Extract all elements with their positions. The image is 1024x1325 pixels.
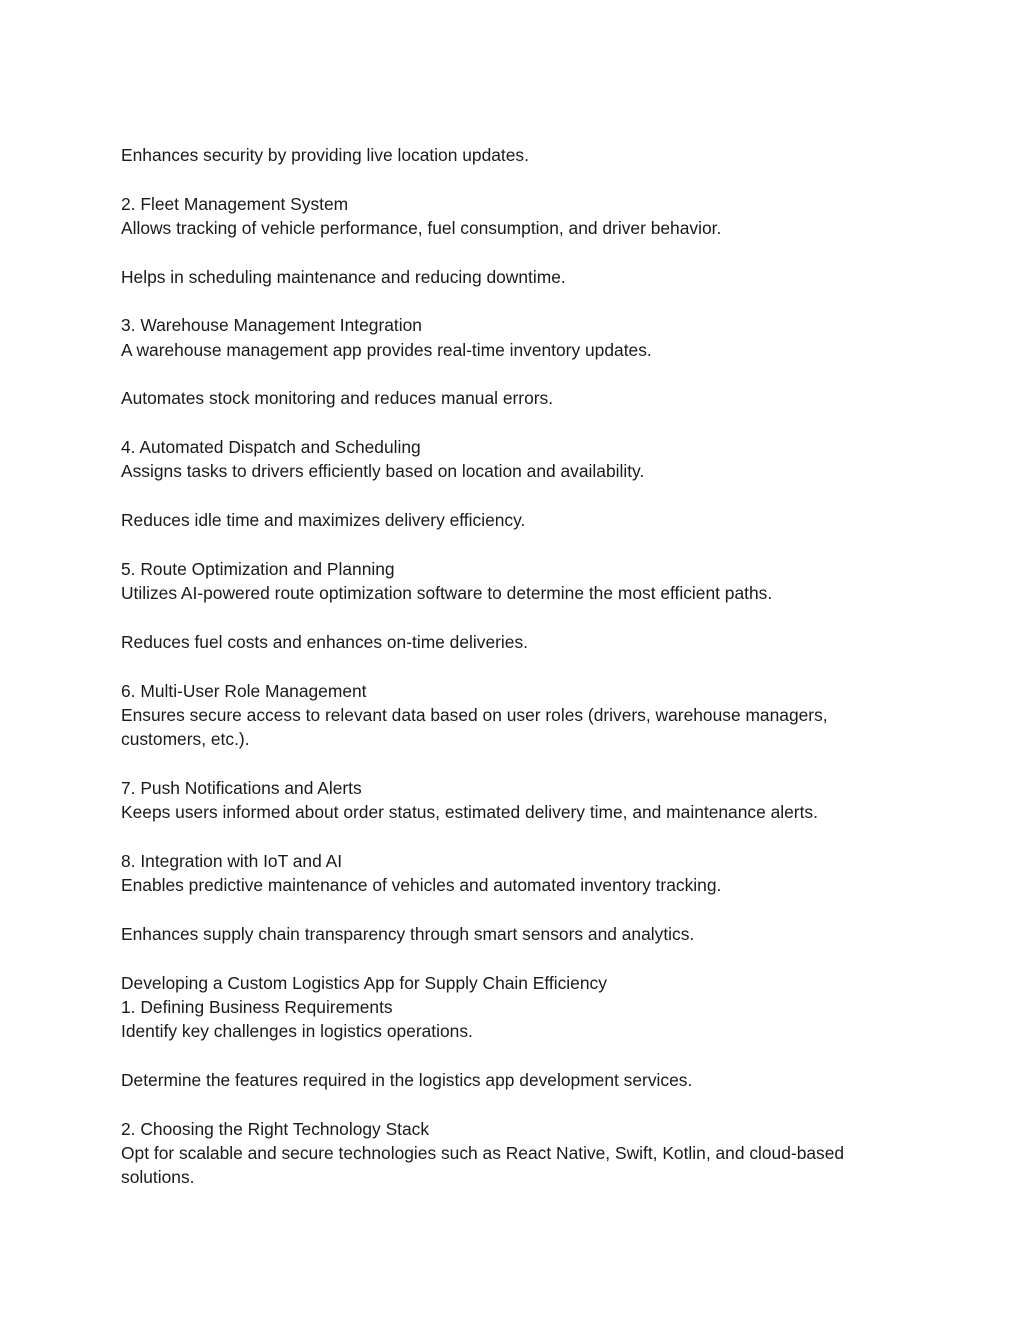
paragraph-gap bbox=[121, 533, 911, 557]
section-text: Reduces fuel costs and enhances on-time deliveries. bbox=[121, 631, 528, 652]
section-text: Keeps users informed about order status, estimated delivery time, and maintenance alerts. bbox=[121, 802, 818, 823]
section-text: Allows tracking of vehicle performance, fuel consumption, and driver behavior. bbox=[121, 218, 722, 239]
paragraph-gap bbox=[121, 946, 911, 970]
section-heading-warehouse-management: 3. Warehouse Management Integration bbox=[121, 315, 422, 336]
paragraph-gap bbox=[121, 411, 911, 435]
document-body bbox=[121, 143, 911, 1190]
developing-title: Developing a Custom Logistics App for Supply Chain Efficiency bbox=[121, 972, 607, 993]
section-text: Enables predictive maintenance of vehicles and automated inventory tracking. bbox=[121, 875, 722, 896]
paragraph-gap bbox=[121, 1092, 911, 1116]
section-heading-multi-user-roles: 6. Multi-User Role Management bbox=[121, 680, 367, 701]
section-heading-route-optimization: 5. Route Optimization and Planning bbox=[121, 558, 395, 579]
paragraph-gap bbox=[121, 289, 911, 313]
paragraph-gap bbox=[121, 752, 911, 776]
paragraph-gap bbox=[121, 654, 911, 678]
section-text: Reduces idle time and maximizes delivery efficiency. bbox=[121, 510, 526, 531]
section-text: Opt for scalable and secure technologies such as React Native, Swift, Kotlin, and cloud-based solutions. bbox=[121, 1143, 845, 1188]
intro-line: Enhances security by providing live location updates. bbox=[121, 145, 529, 165]
section-heading-iot-ai: 8. Integration with IoT and AI bbox=[121, 850, 343, 871]
section-text: Identify key challenges in logistics operations. bbox=[121, 1021, 473, 1042]
section-heading-fleet-management: 2. Fleet Management System bbox=[121, 193, 349, 214]
section-heading-business-requirements: 1. Defining Business Requirements bbox=[121, 997, 393, 1018]
section-text: Utilizes AI-powered route optimization software to determine the most efficient paths. bbox=[121, 583, 773, 604]
section-text: Ensures secure access to relevant data based on user roles (drivers, warehouse managers, customers, etc.). bbox=[121, 704, 828, 750]
paragraph-gap bbox=[121, 825, 911, 849]
section-text: Enhances supply chain transparency through smart sensors and analytics. bbox=[121, 924, 695, 944]
paragraph-gap bbox=[121, 606, 911, 630]
paragraph-gap bbox=[121, 167, 911, 191]
section-text: Determine the features required in the logistics app development services. bbox=[121, 1070, 693, 1091]
section-text: A warehouse management app provides real-time inventory updates. bbox=[121, 339, 652, 360]
paragraph-gap bbox=[121, 898, 911, 922]
section-heading-push-notifications: 7. Push Notifications and Alerts bbox=[121, 777, 362, 798]
paragraph-gap bbox=[121, 484, 911, 508]
section-text: Helps in scheduling maintenance and reducing downtime. bbox=[121, 266, 566, 287]
section-text: Automates stock monitoring and reduces manual errors. bbox=[121, 388, 554, 409]
paragraph-gap bbox=[121, 1044, 911, 1068]
section-heading-technology-stack: 2. Choosing the Right Technology Stack bbox=[121, 1118, 430, 1139]
section-heading-automated-dispatch: 4. Automated Dispatch and Scheduling bbox=[121, 437, 421, 458]
section-text: Assigns tasks to drivers efficiently based on location and availability. bbox=[121, 461, 645, 482]
paragraph-gap bbox=[121, 240, 911, 264]
paragraph-gap bbox=[121, 362, 911, 386]
